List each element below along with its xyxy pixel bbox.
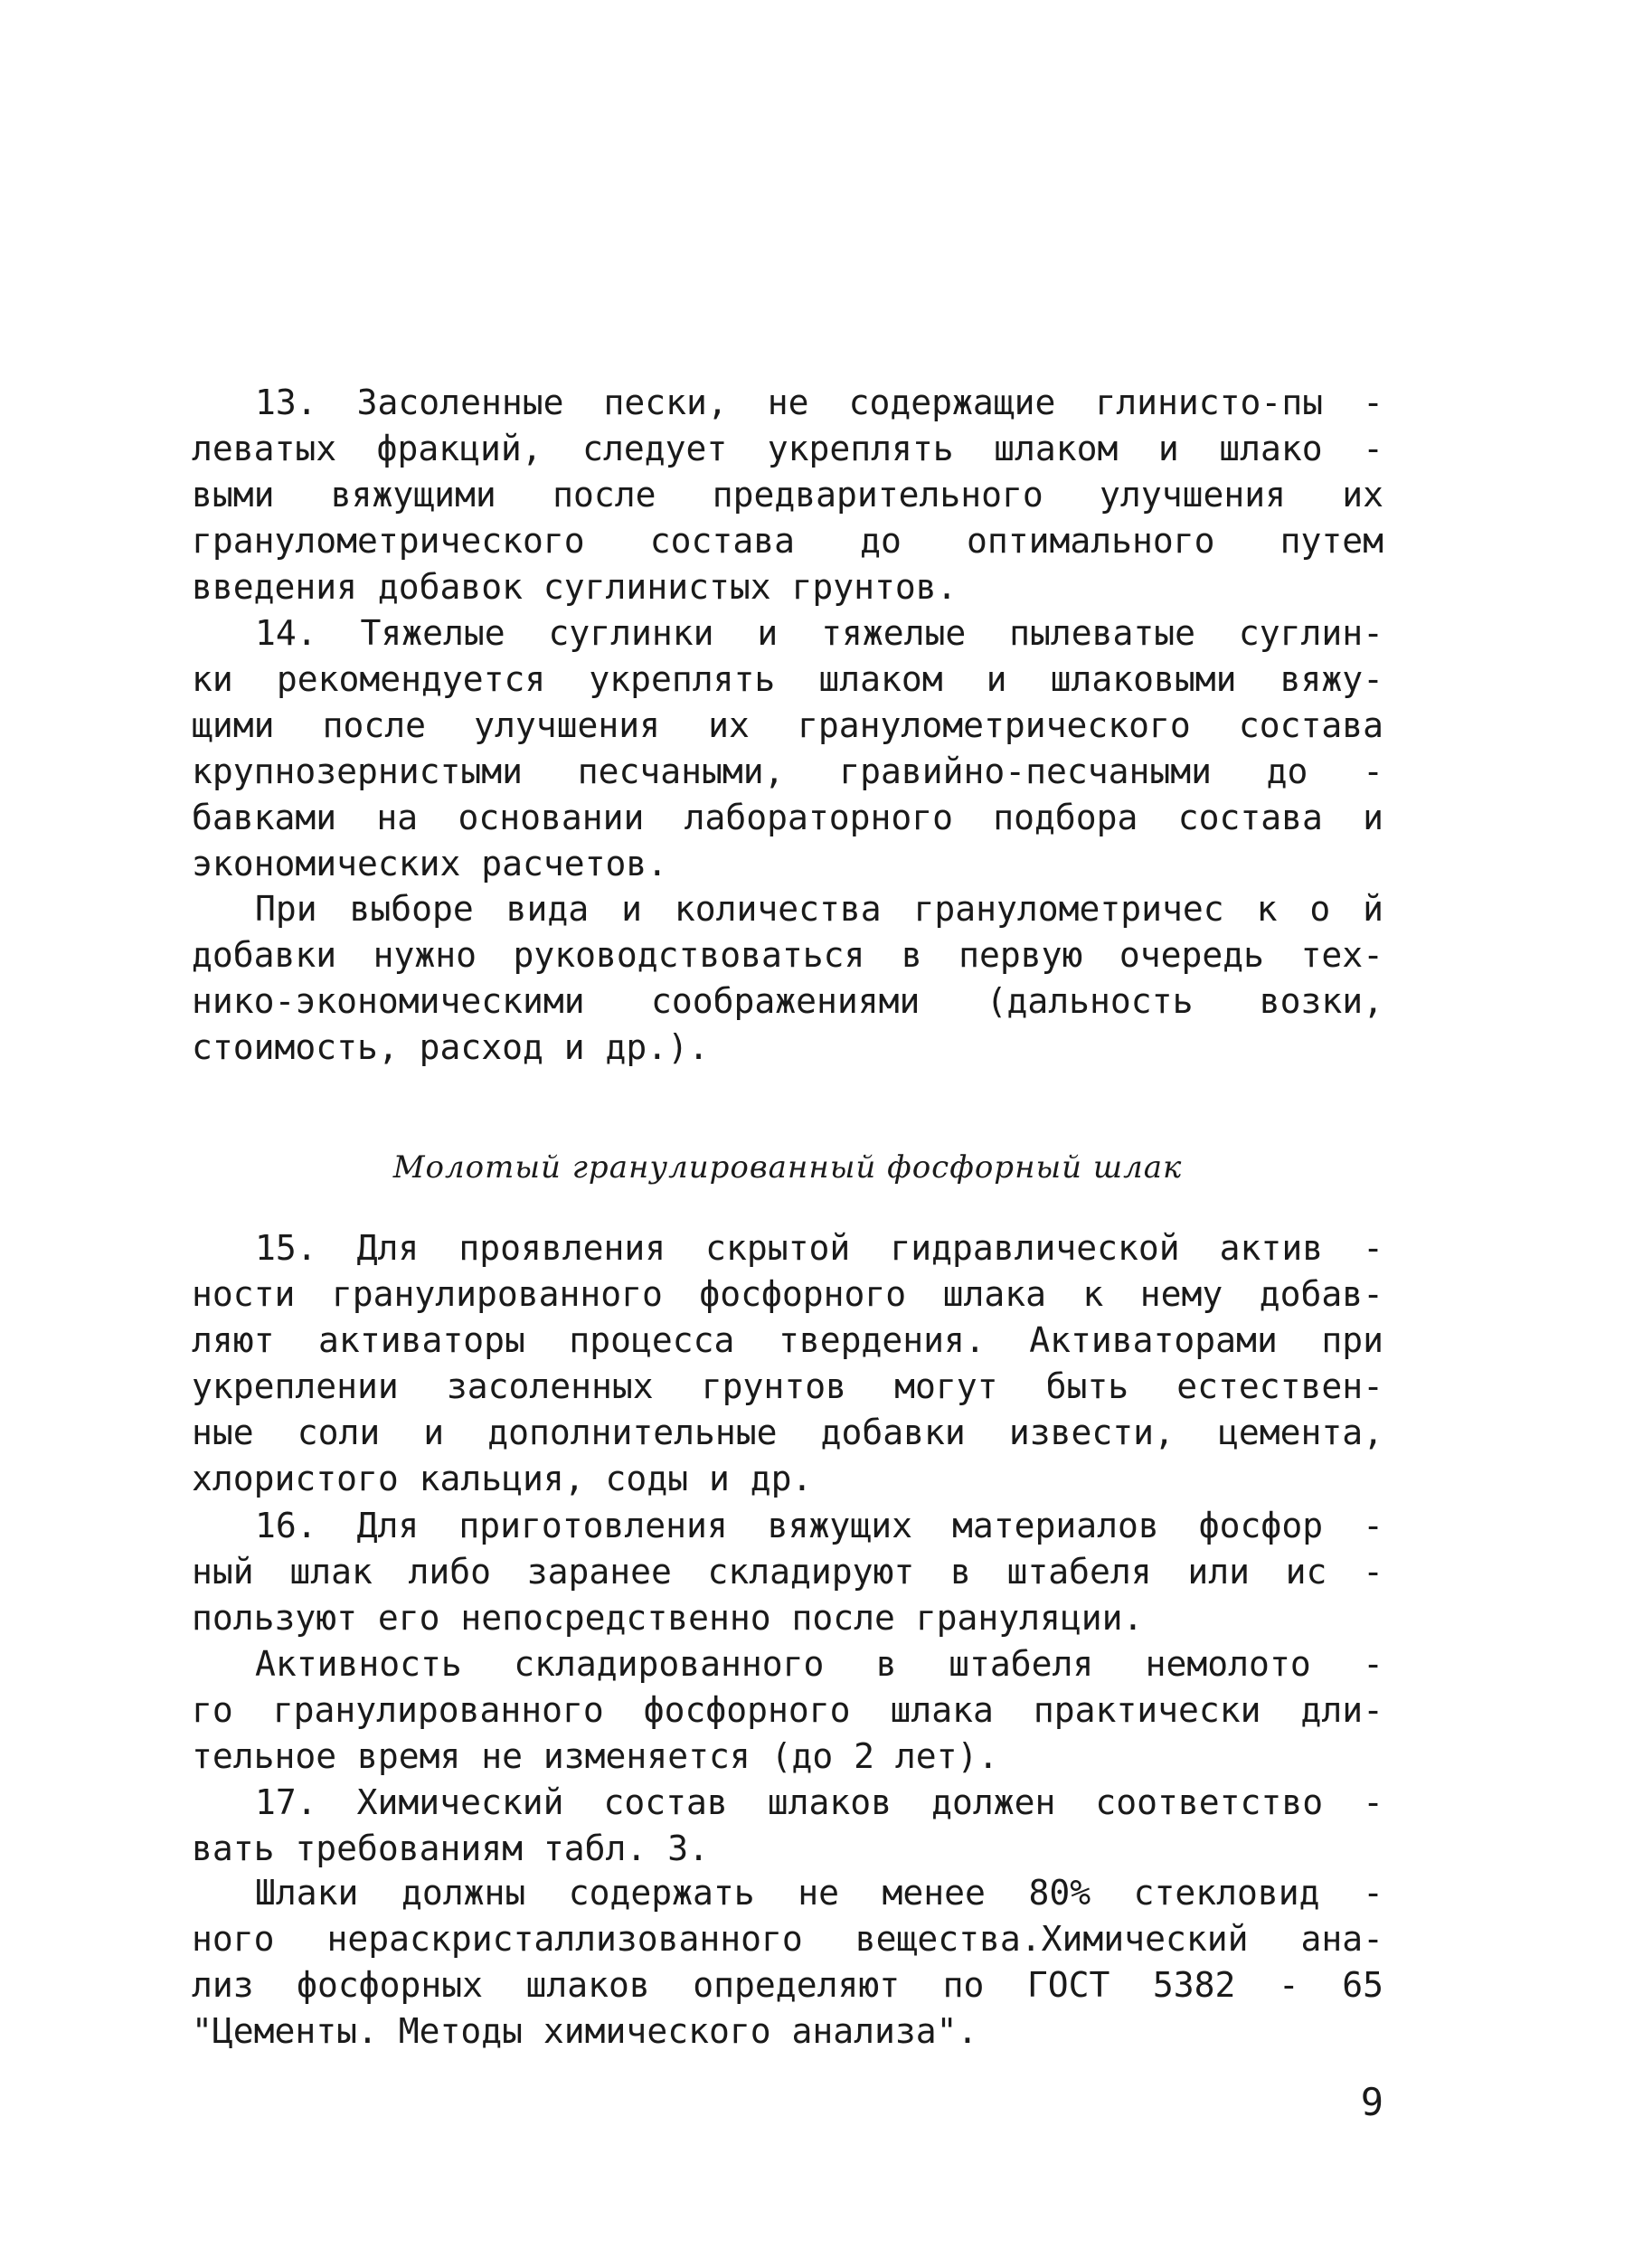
paragraph-17 [192, 1780, 1383, 1872]
text-line: Шлаки должны содержать не менее 80% стекловид - [255, 1873, 1383, 1913]
text-line: нико-экономическими соображениями (дальность возки, [192, 981, 1383, 1021]
text-line: укреплении засоленных грунтов могут быть естествен- [192, 1366, 1383, 1406]
text-line: ляют активаторы процесса твердения. Активаторами при [192, 1320, 1383, 1360]
text-line: леватых фракций, следует укреплять шлаком и шлако - [192, 429, 1383, 468]
text-line: ки рекомендуется укреплять шлаком и шлаковыми вяжу- [192, 659, 1383, 699]
text-line: ные соли и дополнительные добавки извести, цемента, [192, 1413, 1383, 1452]
text-line: 13. Засоленные пески, не содержащие глинисто-пы - [255, 383, 1383, 422]
text-line: го гранулированного фосфорного шлака практически дли- [192, 1690, 1383, 1730]
page-number: 9 [1360, 2080, 1383, 2124]
paragraph-additive-choice [192, 886, 1383, 1071]
text-line: хлористого кальция, соды и др. [192, 1459, 813, 1498]
text-line: При выборе вида и количества гранулометричес к о й [255, 889, 1383, 929]
text-line: крупнозернистыми песчаными, гравийно-песчаными до - [192, 751, 1383, 791]
text-line: тельное время не изменяется (до 2 лет). [192, 1736, 999, 1776]
paragraph-16 [192, 1503, 1383, 1641]
text-line: экономических расчетов. [192, 844, 668, 884]
paragraph-14 [192, 610, 1383, 887]
text-line: лиз фосфорных шлаков определяют по ГОСТ 5382 - 65 [192, 1965, 1383, 2005]
paragraph-13 [192, 380, 1383, 610]
text-line: 15. Для проявления скрытой гидравлической актив - [255, 1228, 1383, 1268]
text-line: ности гранулированного фосфорного шлака к нему добав- [192, 1274, 1383, 1314]
text-line: добавки нужно руководствоваться в первую очередь тех- [192, 935, 1383, 975]
text-line: "Цементы. Методы химического анализа". [192, 2011, 978, 2051]
text-line: гранулометрического состава до оптимального путем [192, 521, 1383, 561]
text-line: введения добавок суглинистых грунтов. [192, 567, 958, 607]
text-line: вать требованиям табл. 3. [192, 1829, 709, 1868]
text-line: ный шлак либо заранее складируют в штабеля или ис - [192, 1552, 1383, 1592]
text-line: ного нераскристаллизованного вещества.Химический ана- [192, 1919, 1383, 1959]
text-line: пользуют его непосредственно после грануляции. [192, 1598, 1144, 1638]
text-line: бавками на основании лабораторного подбора состава и [192, 798, 1383, 837]
text-line: Активность складированного в штабеля немолото - [255, 1644, 1383, 1684]
text-line: стоимость, расход и др.). [192, 1027, 709, 1067]
text-line: 14. Тяжелые суглинки и тяжелые пылеватые суглин- [255, 613, 1383, 653]
paragraph-slag-activity [192, 1641, 1383, 1780]
section-heading: Молотый гранулированный фосфорный шлак [392, 1149, 1183, 1186]
text-line: выми вяжущими после предварительного улучшения их [192, 475, 1383, 515]
text-line: щими после улучшения их гранулометрического состава [192, 705, 1383, 745]
paragraph-glassy-content [192, 1870, 1383, 2055]
text-line: 16. Для приготовления вяжущих материалов фосфор - [255, 1506, 1383, 1545]
paragraph-15 [192, 1225, 1383, 1502]
text-line: 17. Химический состав шлаков должен соответство - [255, 1782, 1383, 1822]
